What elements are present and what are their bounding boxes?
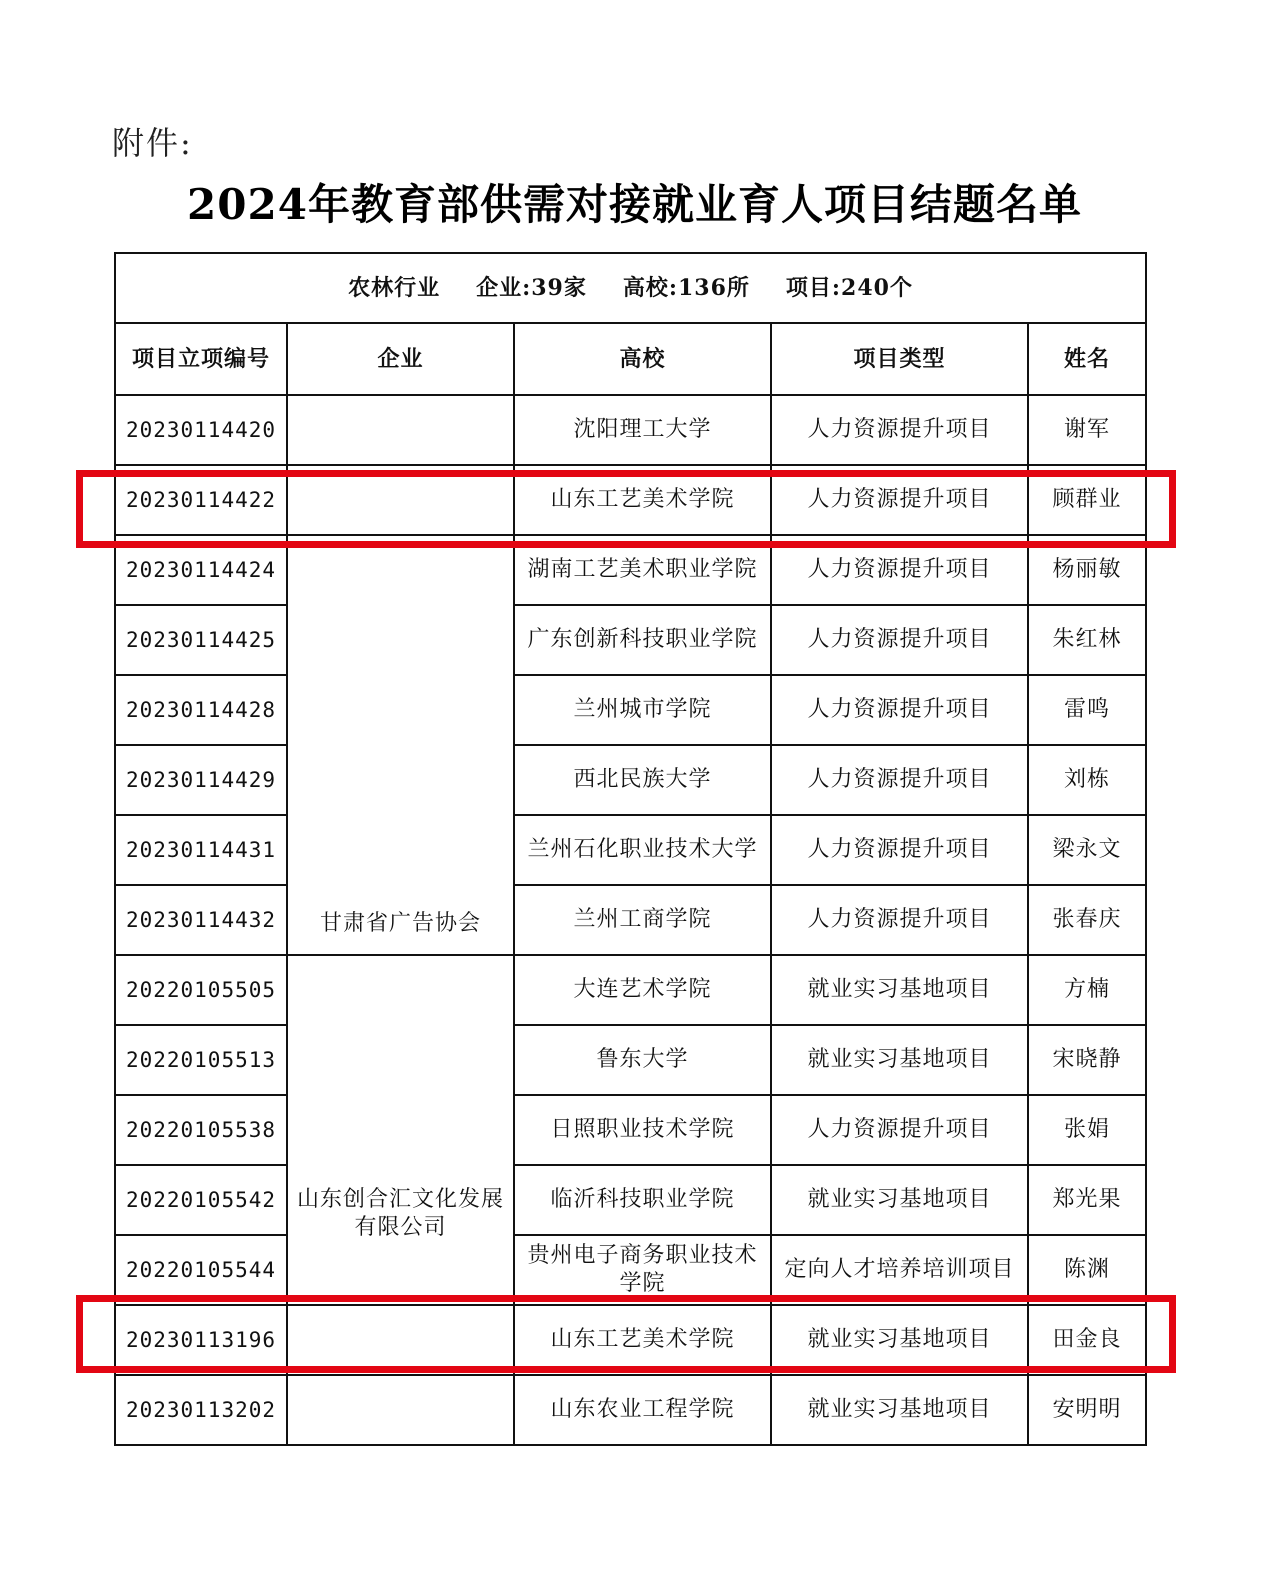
summary-universities: 高校:136所: [622, 275, 750, 301]
project-code: 20220105544: [115, 1235, 287, 1305]
table-row: [115, 1025, 1146, 1095]
header-code: 项目立项编号: [115, 323, 287, 395]
table-row: [115, 675, 1146, 745]
table-row: [115, 815, 1146, 885]
person-name: 田金良: [1028, 1305, 1146, 1375]
project-type: 人力资源提升项目: [771, 395, 1028, 465]
project-type: 就业实习基地项目: [771, 1025, 1028, 1095]
project-type: 定向人才培养培训项目: [771, 1235, 1028, 1305]
company-cell-empty: [287, 465, 514, 535]
result-table-wrapper: [114, 252, 1145, 1446]
result-table: [114, 252, 1147, 1446]
person-name: 张春庆: [1028, 885, 1146, 955]
person-name: 张娟: [1028, 1095, 1146, 1165]
project-code: 20230114425: [115, 605, 287, 675]
company-cell-empty: [287, 1375, 514, 1445]
company-cell-empty: [287, 395, 514, 465]
project-code: 20230114429: [115, 745, 287, 815]
university: 鲁东大学: [514, 1025, 771, 1095]
project-code: 20230114428: [115, 675, 287, 745]
company-cell-empty: [287, 1305, 514, 1375]
university: 西北民族大学: [514, 745, 771, 815]
table-row: [115, 1305, 1146, 1375]
company-shandong: 山东创合汇文化发展有限公司: [287, 955, 514, 1305]
table-row: [115, 955, 1146, 1025]
table-row: [115, 885, 1146, 955]
summary-cell: [115, 253, 1146, 323]
project-code: 20230113196: [115, 1305, 287, 1375]
project-type: 人力资源提升项目: [771, 535, 1028, 605]
summary-enterprises: 企业:39家: [476, 275, 587, 301]
university: 广东创新科技职业学院: [514, 605, 771, 675]
university: 沈阳理工大学: [514, 395, 771, 465]
person-name: 宋晓静: [1028, 1025, 1146, 1095]
attachment-label: 附件:: [112, 124, 193, 162]
table-row: [115, 535, 1146, 605]
person-name: 陈渊: [1028, 1235, 1146, 1305]
person-name: 朱红林: [1028, 605, 1146, 675]
university: 山东工艺美术学院: [514, 1305, 771, 1375]
project-code: 20220105505: [115, 955, 287, 1025]
university: 日照职业技术学院: [514, 1095, 771, 1165]
table-row: [115, 1375, 1146, 1445]
table-row: [115, 1235, 1146, 1305]
project-code: 20230114432: [115, 885, 287, 955]
person-name: 谢军: [1028, 395, 1146, 465]
table-row: [115, 465, 1146, 535]
header-university: 高校: [514, 323, 771, 395]
person-name: 刘栋: [1028, 745, 1146, 815]
university: 兰州石化职业技术大学: [514, 815, 771, 885]
university: 大连艺术学院: [514, 955, 771, 1025]
person-name: 杨丽敏: [1028, 535, 1146, 605]
project-code: 20220105513: [115, 1025, 287, 1095]
company-gansu: 甘肃省广告协会: [287, 535, 514, 955]
project-code: 20230114422: [115, 465, 287, 535]
university: 山东工艺美术学院: [514, 465, 771, 535]
project-code: 20230114420: [115, 395, 287, 465]
table-row: [115, 395, 1146, 465]
project-type: 人力资源提升项目: [771, 885, 1028, 955]
person-name: 顾群业: [1028, 465, 1146, 535]
project-type: 人力资源提升项目: [771, 605, 1028, 675]
table-row: [115, 1165, 1146, 1235]
university: 兰州工商学院: [514, 885, 771, 955]
header-name: 姓名: [1028, 323, 1146, 395]
university: 临沂科技职业学院: [514, 1165, 771, 1235]
project-code: 20230113202: [115, 1375, 287, 1445]
project-code: 20220105542: [115, 1165, 287, 1235]
document-title: 2024年教育部供需对接就业育人项目结题名单: [187, 180, 1082, 229]
person-name: 安明明: [1028, 1375, 1146, 1445]
project-type: 就业实习基地项目: [771, 1305, 1028, 1375]
project-type: 人力资源提升项目: [771, 745, 1028, 815]
project-type: 就业实习基地项目: [771, 955, 1028, 1025]
university: 湖南工艺美术职业学院: [514, 535, 771, 605]
project-code: 20220105538: [115, 1095, 287, 1165]
university: 山东农业工程学院: [514, 1375, 771, 1445]
header-type: 项目类型: [771, 323, 1028, 395]
project-type: 就业实习基地项目: [771, 1165, 1028, 1235]
person-name: 方楠: [1028, 955, 1146, 1025]
table-row: [115, 1095, 1146, 1165]
header-row: [115, 323, 1146, 395]
project-type: 人力资源提升项目: [771, 675, 1028, 745]
table-row: [115, 605, 1146, 675]
header-company: 企业: [287, 323, 514, 395]
project-type: 人力资源提升项目: [771, 1095, 1028, 1165]
person-name: 梁永文: [1028, 815, 1146, 885]
university: 兰州城市学院: [514, 675, 771, 745]
summary-projects: 项目:240个: [785, 275, 913, 301]
table-row: [115, 745, 1146, 815]
project-type: 就业实习基地项目: [771, 1375, 1028, 1445]
university: 贵州电子商务职业技术学院: [514, 1235, 771, 1305]
project-type: 人力资源提升项目: [771, 815, 1028, 885]
project-type: 人力资源提升项目: [771, 465, 1028, 535]
person-name: 郑光果: [1028, 1165, 1146, 1235]
project-code: 20230114431: [115, 815, 287, 885]
summary-row: [115, 253, 1146, 323]
summary-industry: 农林行业: [348, 275, 441, 301]
project-code: 20230114424: [115, 535, 287, 605]
person-name: 雷鸣: [1028, 675, 1146, 745]
